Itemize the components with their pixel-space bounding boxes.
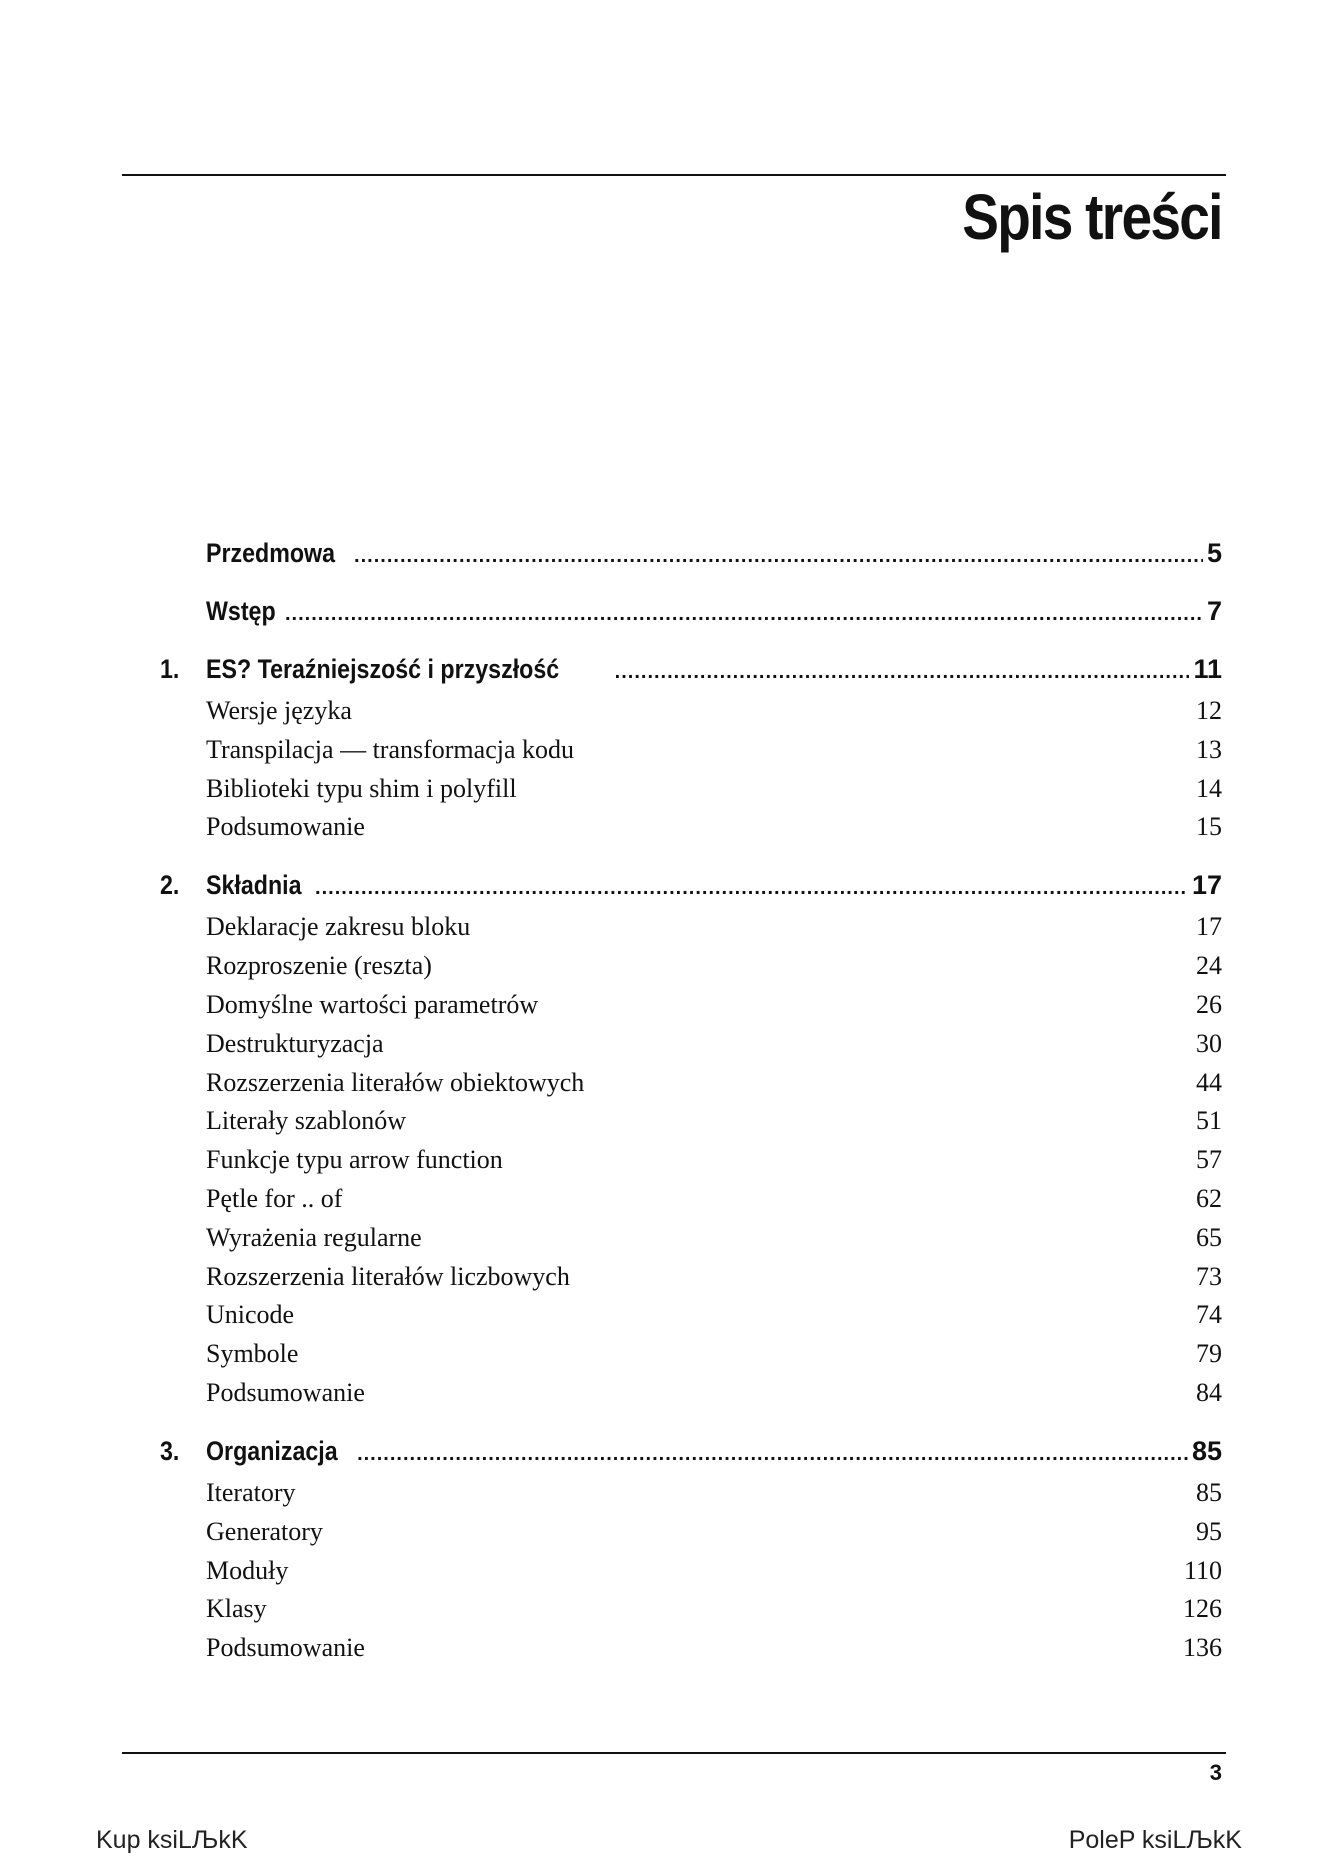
toc-entry-label: Transpilacja — transformacja kodu bbox=[206, 734, 574, 764]
toc-page-number: 110 bbox=[1183, 1555, 1222, 1585]
toc-entry[interactable] bbox=[206, 1556, 1222, 1586]
toc-entry[interactable] bbox=[206, 1378, 1222, 1408]
toc-entry[interactable] bbox=[206, 1106, 1222, 1136]
toc-entry[interactable] bbox=[206, 1262, 1222, 1292]
toc-entry-label: Destrukturyzacja bbox=[206, 1028, 384, 1058]
toc-entry-label: Podsumowanie bbox=[206, 1633, 365, 1663]
toc-page-number: 12 bbox=[1196, 696, 1222, 725]
toc-entry[interactable] bbox=[160, 1436, 1222, 1467]
toc-chapter-number: 1. bbox=[160, 654, 180, 684]
toc-leader-dots bbox=[354, 545, 1203, 568]
toc-page-number: 85 bbox=[1191, 1436, 1222, 1466]
toc-entry-label: Podsumowanie bbox=[206, 812, 365, 842]
toc-page-number: 57 bbox=[1196, 1145, 1222, 1175]
toc-page-number: 74 bbox=[1196, 1300, 1222, 1330]
toc-entry[interactable] bbox=[206, 774, 1222, 804]
toc-page-number: 95 bbox=[1196, 1516, 1222, 1546]
toc-entry[interactable] bbox=[206, 1184, 1222, 1214]
toc-page-number: 51 bbox=[1196, 1106, 1222, 1136]
toc-entry[interactable] bbox=[206, 812, 1222, 842]
toc-entry-label: Deklaracje zakresu bloku bbox=[206, 912, 471, 942]
toc-page-number: 30 bbox=[1196, 1028, 1222, 1058]
toc-page-number: 85 bbox=[1196, 1478, 1222, 1507]
toc-page-number: 79 bbox=[1196, 1339, 1222, 1369]
toc-entry-label: Składnia bbox=[206, 870, 302, 901]
toc-entry-label: Rozszerzenia literałów obiektowych bbox=[206, 1067, 585, 1097]
page-title: Spis treści bbox=[962, 181, 1222, 253]
toc-page-number: 15 bbox=[1196, 812, 1222, 842]
toc-entry-label: Wstęp bbox=[206, 596, 276, 626]
toc-entry[interactable] bbox=[206, 1029, 1222, 1059]
toc-page-number: 5 bbox=[1206, 538, 1222, 568]
toc-entry-label: Pętle for .. of bbox=[206, 1184, 343, 1213]
toc-page-number: 136 bbox=[1183, 1633, 1222, 1663]
toc-entry-label: Klasy bbox=[206, 1594, 267, 1624]
toc-entry[interactable] bbox=[206, 538, 1222, 569]
toc-entry-label: Wyrażenia regularne bbox=[206, 1222, 422, 1252]
recommend-book-link[interactable]: PoleP ksiLЉkK bbox=[1068, 1826, 1242, 1854]
toc-leader-dots bbox=[615, 661, 1190, 684]
toc-entry[interactable] bbox=[206, 1478, 1222, 1508]
toc-page-number: 24 bbox=[1196, 951, 1222, 981]
toc-entry[interactable] bbox=[160, 870, 1222, 901]
toc-page-number: 7 bbox=[1206, 596, 1222, 626]
toc-entry[interactable] bbox=[206, 1300, 1222, 1330]
toc-page-number: 65 bbox=[1196, 1222, 1222, 1252]
toc-page-number: 13 bbox=[1196, 734, 1222, 764]
toc-entry[interactable] bbox=[206, 1223, 1222, 1253]
toc-page-number: 84 bbox=[1196, 1378, 1222, 1407]
toc-entry-label: Domyślne wartości parametrów bbox=[206, 990, 539, 1019]
toc-entry[interactable] bbox=[206, 1594, 1222, 1624]
toc-entry-label: Biblioteki typu shim i polyfill bbox=[206, 773, 517, 803]
toc-entry-label: Iteratory bbox=[206, 1478, 296, 1507]
toc-entry-label: Rozproszenie (reszta) bbox=[206, 951, 432, 981]
toc-entry-label: Funkcje typu arrow function bbox=[206, 1145, 503, 1175]
top-rule bbox=[122, 174, 1226, 176]
toc-page-number: 17 bbox=[1196, 912, 1222, 942]
toc-page-number: 44 bbox=[1196, 1067, 1222, 1097]
toc-entry-label: Podsumowanie bbox=[206, 1378, 365, 1407]
toc-chapter-number: 3. bbox=[160, 1436, 180, 1466]
toc-page-number: 126 bbox=[1183, 1594, 1222, 1624]
toc-entry[interactable] bbox=[206, 1517, 1222, 1547]
toc-entry[interactable] bbox=[206, 990, 1222, 1020]
toc-page-number: 11 bbox=[1193, 654, 1222, 684]
toc-leader-dots bbox=[357, 1443, 1188, 1466]
toc-entry-label: Wersje języka bbox=[206, 696, 352, 725]
toc-entry-label: Unicode bbox=[206, 1300, 295, 1330]
toc-entry-label: Przedmowa bbox=[206, 538, 336, 568]
toc-page-number: 62 bbox=[1196, 1184, 1222, 1213]
toc-entry[interactable] bbox=[206, 951, 1222, 981]
toc-entry[interactable] bbox=[206, 696, 1222, 726]
toc-page-number: 73 bbox=[1196, 1261, 1222, 1291]
toc-entry-label: ES? Teraźniejszość i przyszłość bbox=[206, 654, 560, 684]
toc-entry-label: Organizacja bbox=[206, 1436, 338, 1466]
toc-entry[interactable] bbox=[206, 1339, 1222, 1369]
toc-leader-dots bbox=[285, 603, 1203, 626]
toc-entry[interactable] bbox=[206, 912, 1222, 942]
toc-entry-label: Moduły bbox=[206, 1555, 289, 1585]
toc-entry-label: Rozszerzenia literałów liczbowych bbox=[206, 1261, 570, 1291]
toc-entry[interactable] bbox=[206, 1068, 1222, 1098]
page-number: 3 bbox=[1209, 1760, 1222, 1785]
toc-page-number: 17 bbox=[1191, 870, 1222, 901]
bottom-rule bbox=[122, 1752, 1226, 1754]
buy-book-link[interactable]: Kup ksiLЉkK bbox=[96, 1826, 248, 1854]
toc-page-number: 14 bbox=[1196, 773, 1222, 803]
toc-entry[interactable] bbox=[206, 1633, 1222, 1663]
toc-leader-dots bbox=[315, 877, 1188, 900]
toc-entry[interactable] bbox=[206, 1145, 1222, 1175]
toc-entry[interactable] bbox=[206, 596, 1222, 627]
toc-entry[interactable] bbox=[160, 654, 1222, 685]
toc-entry-label: Literały szablonów bbox=[206, 1106, 406, 1136]
toc-entry-label: Generatory bbox=[206, 1516, 323, 1546]
toc-page-number: 26 bbox=[1196, 990, 1222, 1019]
toc-chapter-number: 2. bbox=[160, 870, 180, 901]
toc-entry[interactable] bbox=[206, 735, 1222, 765]
toc-entry-label: Symbole bbox=[206, 1339, 299, 1369]
